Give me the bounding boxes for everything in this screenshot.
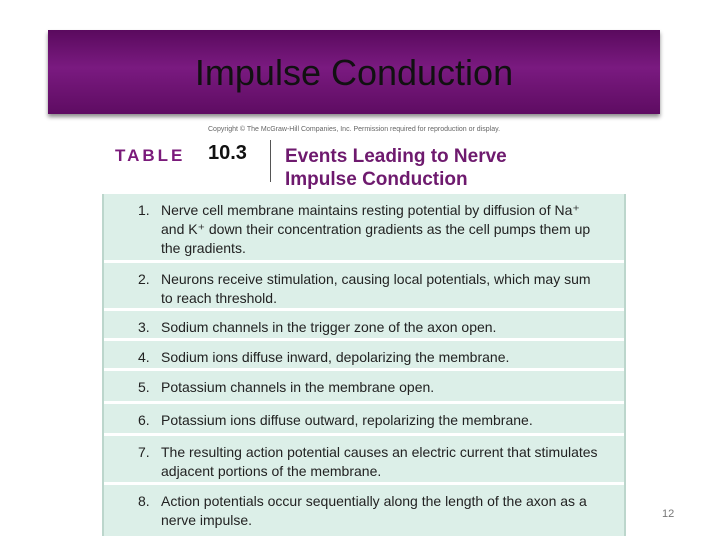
row-text: Sodium channels in the trigger zone of the axon open. (161, 319, 497, 335)
row-number: 4. (138, 349, 150, 365)
row-number: 2. (138, 271, 150, 287)
table-number: 10.3 (208, 142, 247, 164)
row-number: 7. (138, 444, 150, 460)
table-row (104, 485, 624, 533)
row-text: The resulting action potential causes an electric current that stimulates adjacent portions of the membrane. (161, 444, 598, 479)
row-text: Neurons receive stimulation, causing local potentials, which may sum to reach threshold. (161, 271, 591, 306)
row-number: 6. (138, 412, 150, 428)
row-number: 5. (138, 379, 150, 395)
table-row (104, 194, 624, 263)
row-number: 8. (138, 493, 150, 509)
table-row (104, 263, 624, 311)
row-number: 3. (138, 319, 150, 335)
row-text: Action potentials occur sequentially along the length of the axon as a nerve impulse. (161, 493, 587, 528)
slide-title: Impulse Conduction (194, 52, 514, 93)
row-number: 1. (138, 202, 150, 218)
table-title (285, 145, 585, 191)
table-label: TABLE (115, 146, 186, 165)
table-row (104, 311, 624, 341)
row-text: Sodium ions diffuse inward, depolarizing the membrane. (161, 349, 510, 365)
page-number: 12 (662, 508, 675, 520)
table-title-line1: Events Leading to Nerve (285, 146, 507, 167)
table-row (104, 404, 624, 436)
row-text: Potassium channels in the membrane open. (161, 379, 435, 395)
table-row (104, 371, 624, 404)
copyright-notice: Copyright © The McGraw-Hill Companies, Inc. Permission required for reproduction or display. (208, 126, 501, 133)
table-header-divider (270, 140, 271, 182)
title-banner (48, 30, 660, 114)
table-row (104, 341, 624, 371)
table-row (104, 436, 624, 485)
row-text: Nerve cell membrane maintains resting potential by diffusion of Na⁺ and K⁺ down their concentration gradients as the cell pumps them up the gradients. (161, 202, 591, 256)
row-text: Potassium ions diffuse outward, repolarizing the membrane. (161, 412, 533, 428)
table-title-line2: Impulse Conduction (285, 169, 468, 190)
events-table (102, 194, 626, 536)
